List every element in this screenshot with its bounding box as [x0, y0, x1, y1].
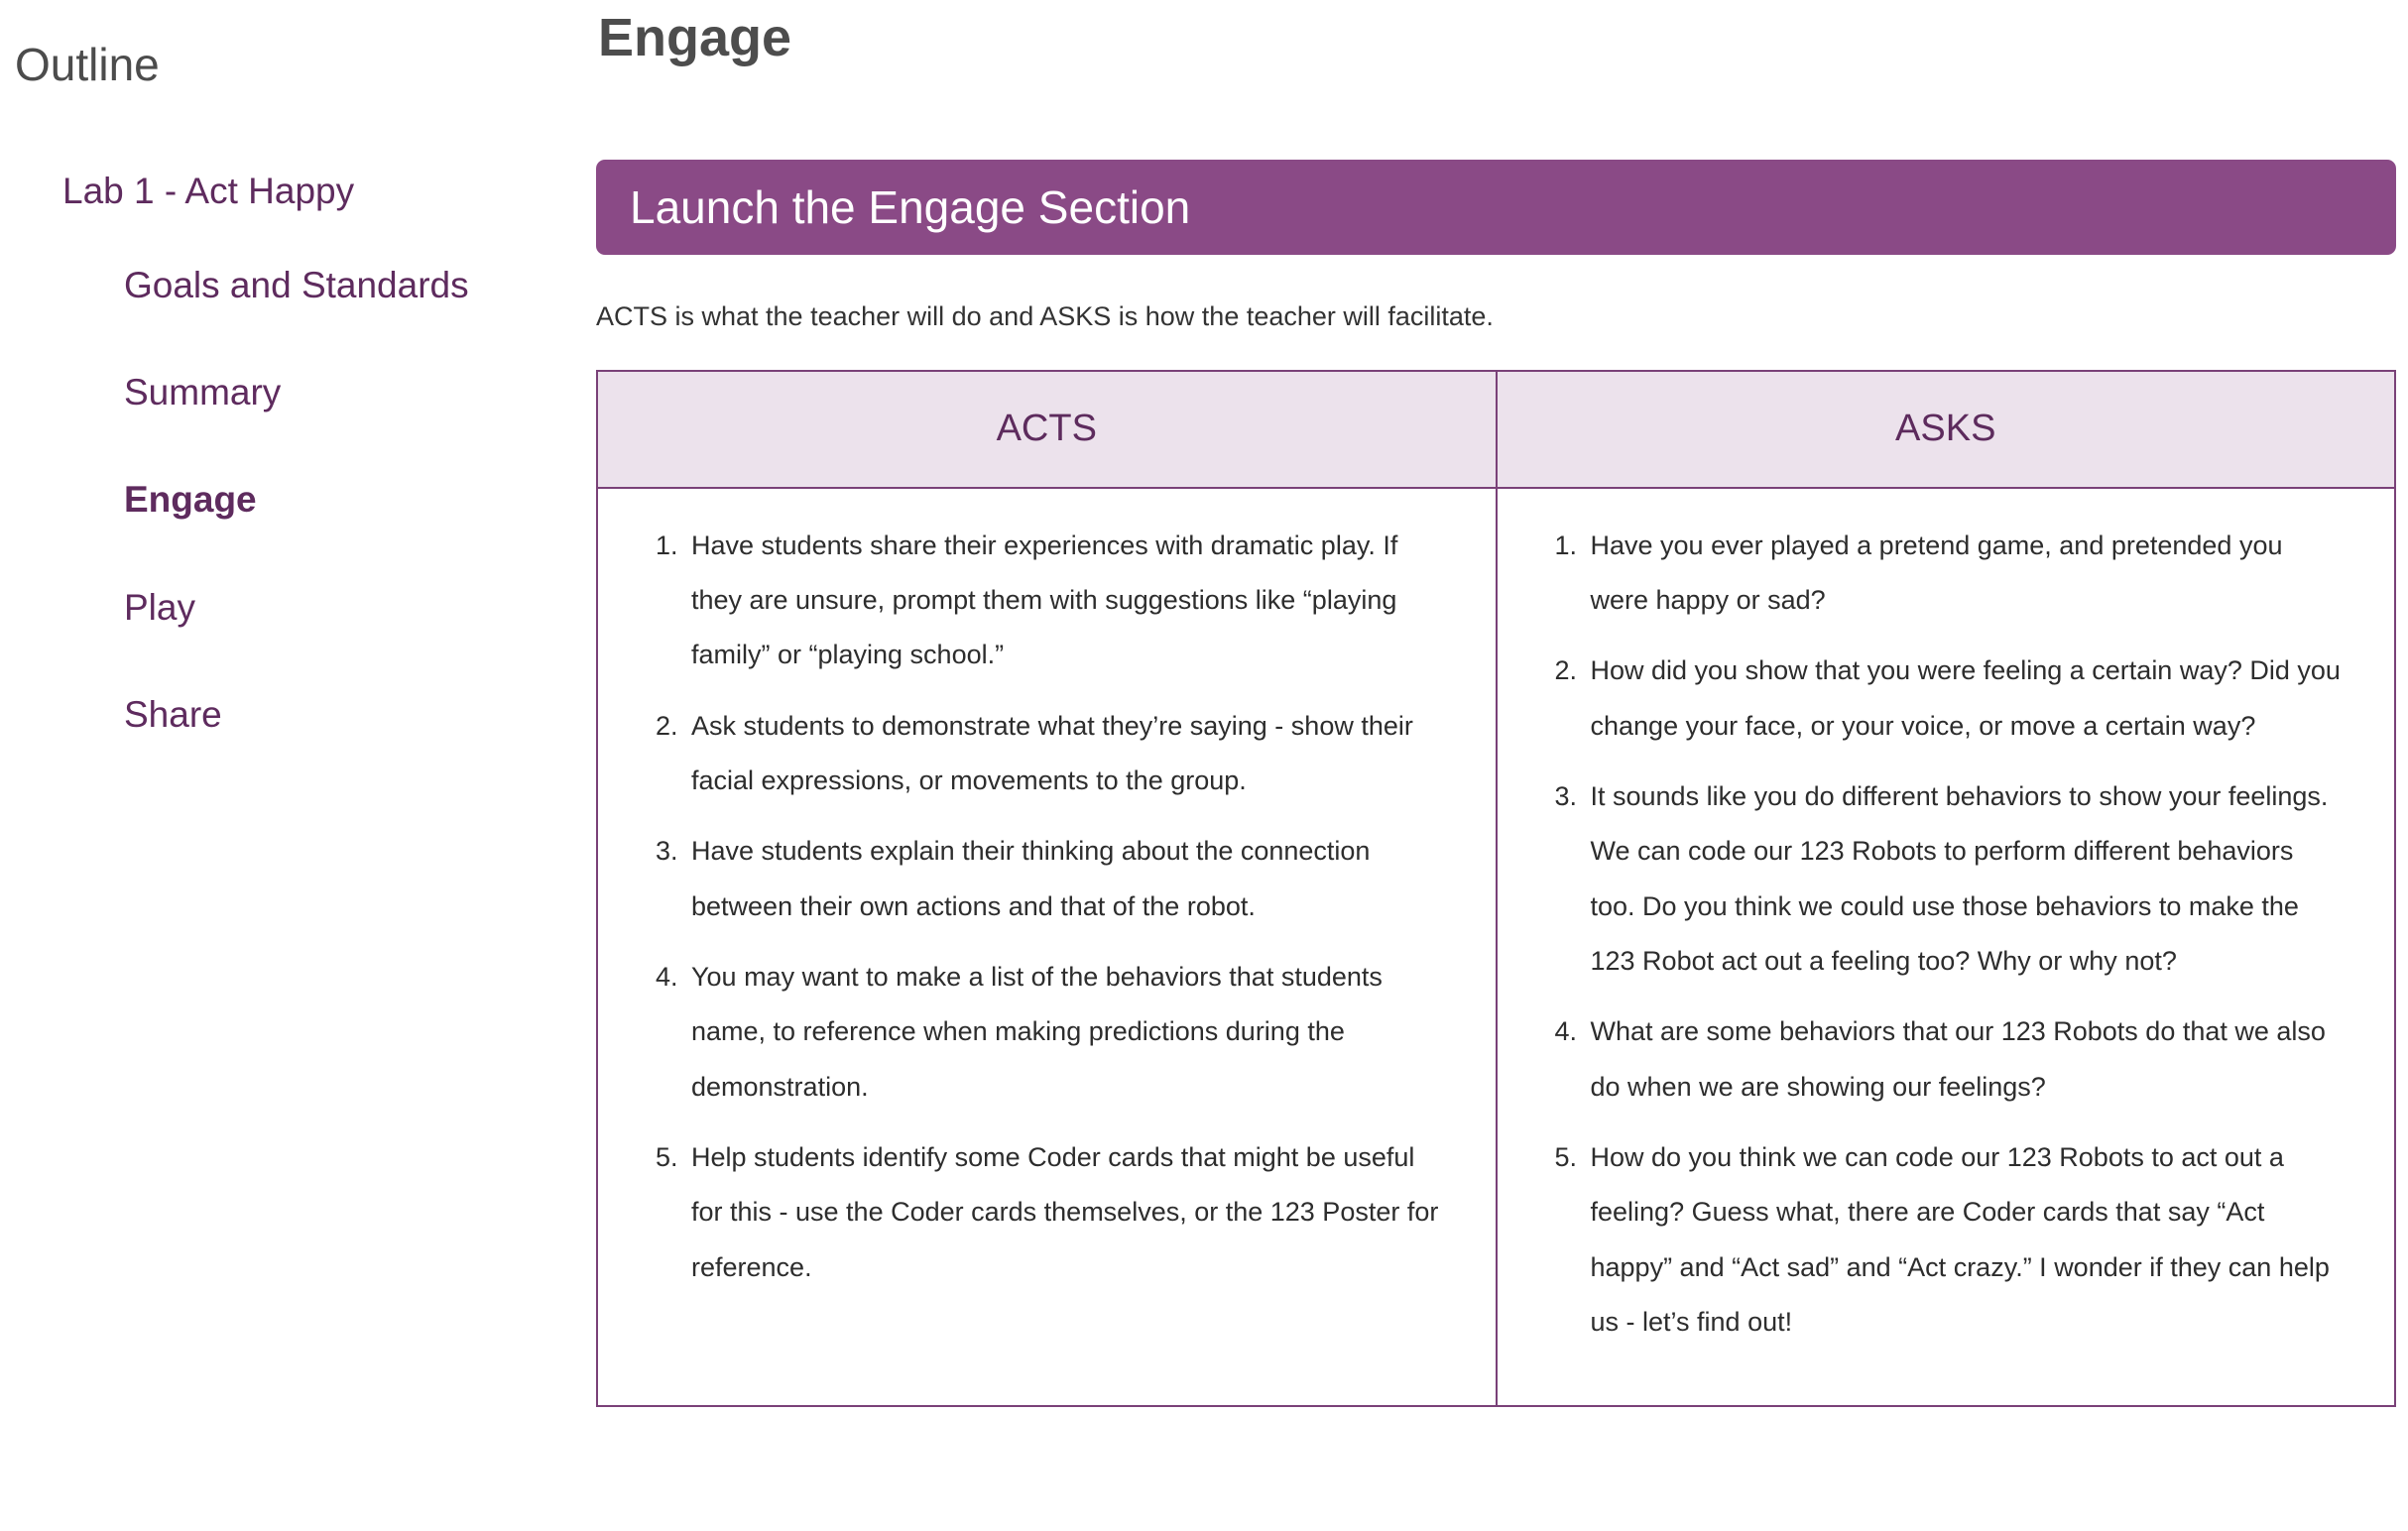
table-header-row	[597, 371, 2395, 488]
list-item: 3. Have students explain their thinking about the connection between their own actions and that of the robot.	[685, 824, 1446, 934]
list-item: 5. How do you think we can code our 123 Robots to act out a feeling? Guess what, there are Coder cards that say “Act happy” and “Act sad” and “Act crazy.” I wonder if they can help us - let’s find out!	[1585, 1130, 2346, 1350]
asks-column-header: ASKS	[1497, 371, 2396, 488]
section-banner-title: Launch the Engage Section	[630, 180, 1191, 233]
acts-asks-table	[596, 370, 2396, 1408]
page-title: Engage	[598, 8, 792, 67]
acts-column-header: ACTS	[597, 371, 1497, 488]
acts-cell	[597, 488, 1497, 1407]
outline-title: Outline	[15, 39, 160, 90]
outline-sidebar	[0, 0, 595, 801]
sidebar-item-lab-1-act-happy[interactable]: Lab 1 - Act Happy	[62, 171, 355, 212]
table-body-row	[597, 488, 2395, 1407]
list-item: 1. Have students share their experiences with dramatic play. If they are unsure, prompt them with suggestions like “playing family” or “playing school.”	[685, 519, 1446, 683]
sidebar-item-share[interactable]: Share	[124, 694, 222, 736]
list-item: 4. You may want to make a list of the behaviors that students name, to reference when making predictions during the demonstration.	[685, 950, 1446, 1115]
list-item: 5. Help students identify some Coder cards that might be useful for this - use the Coder cards themselves, or the 123 Poster for reference.	[685, 1130, 1446, 1295]
sidebar-item-summary[interactable]: Summary	[124, 371, 282, 412]
acts-list	[610, 519, 1446, 1295]
intro-text: ACTS is what the teacher will do and ASKS is how the teacher will facilitate.	[596, 300, 1494, 331]
list-item: 4. What are some behaviors that our 123 Robots do that we also do when we are showing our feelings?	[1585, 1004, 2346, 1115]
sidebar-item-engage[interactable]: Engage	[124, 479, 257, 521]
sidebar-item-play[interactable]: Play	[124, 586, 195, 628]
list-item: 2. Ask students to demonstrate what they’re saying - show their facial expressions, or movements to the group.	[685, 699, 1446, 809]
list-item: 3. It sounds like you do different behaviors to show your feelings. We can code our 123 Robots to perform different behaviors too. Do you think we could use those behaviors to make the 123 Robot act out a feeling too? Why or why not?	[1585, 769, 2346, 989]
asks-cell	[1497, 488, 2396, 1407]
list-item: 1. Have you ever played a pretend game, and pretended you were happy or sad?	[1585, 519, 2346, 629]
sidebar-item-goals-and-standards[interactable]: Goals and Standards	[124, 264, 469, 305]
asks-list	[1509, 519, 2346, 1351]
list-item: 2. How did you show that you were feeling a certain way? Did you change your face, or your voice, or move a certain way?	[1585, 644, 2346, 754]
engage-section	[596, 0, 2396, 1407]
outline-sub-list	[0, 264, 595, 738]
section-banner	[596, 160, 2396, 255]
outline-nav	[0, 170, 595, 737]
